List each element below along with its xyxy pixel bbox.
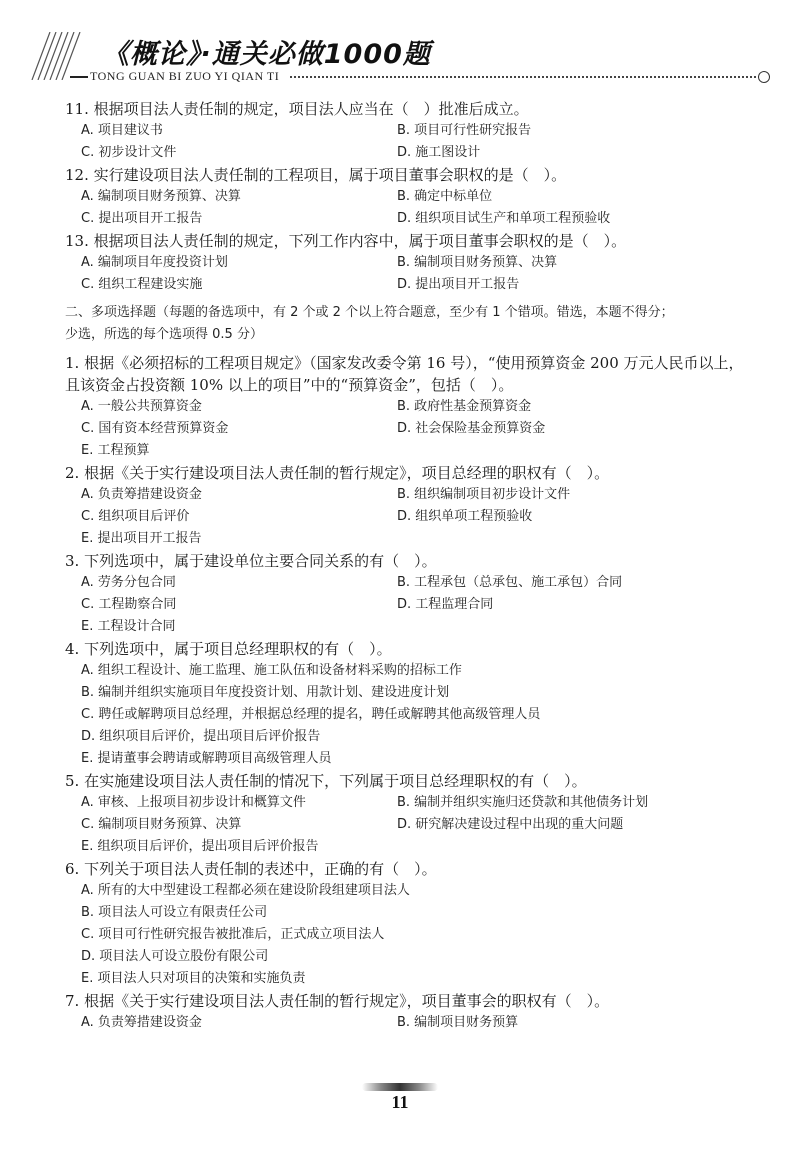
option-b: B. 确定中标单位 (397, 189, 493, 204)
option-e: E. 组织项目后评价，提出项目后评价报告 (81, 839, 319, 854)
mc-question-2 (65, 462, 765, 550)
question-stem: 4. 下列选项中，属于项目总经理职权的有（ ）。 (65, 640, 392, 658)
mc-question-7 (65, 990, 765, 1034)
mc-question-4 (65, 638, 765, 770)
option-a: A. 负责筹措建设资金 (81, 487, 202, 502)
option-a: A. 编制项目年度投资计划 (81, 255, 228, 270)
question-stem: 12. 实行建设项目法人责任制的工程项目，属于项目董事会职权的是（ ）。 (65, 166, 567, 184)
question-stem-cont: 且该资金占投资额 10% 以上的项目”中的“预算资金”，包括（ ）。 (65, 376, 514, 394)
option-b: B. 编制项目财务预算 (397, 1015, 519, 1030)
option-b: B. 工程承包（总承包、施工承包）合同 (397, 575, 623, 590)
page-number: 11 (391, 1092, 409, 1112)
header-divider (70, 76, 88, 78)
option-d: D. 组织项目后评价，提出项目后评价报告 (81, 729, 321, 744)
option-e: E. 提出项目开工报告 (81, 531, 202, 546)
question-12 (65, 164, 765, 230)
option-a: A. 审核、上报项目初步设计和概算文件 (81, 795, 306, 810)
question-stem: 3. 下列选项中，属于建设单位主要合同关系的有（ ）。 (65, 552, 437, 570)
option-a: A. 负责筹措建设资金 (81, 1015, 202, 1030)
question-content (65, 98, 765, 1034)
option-c: C. 组织项目后评价 (81, 509, 190, 524)
option-a: A. 编制项目财务预算、决算 (81, 189, 241, 204)
option-a: A. 项目建议书 (81, 123, 163, 138)
question-stem: 5. 在实施建设项目法人责任制的情况下，下列属于项目总经理职权的有（ ）。 (65, 772, 587, 790)
option-b: B. 项目可行性研究报告 (397, 123, 532, 138)
option-d: D. 组织单项工程预验收 (397, 509, 533, 524)
header-dotted-rule (290, 76, 760, 78)
option-b: B. 编制并组织实施归还贷款和其他债务计划 (397, 795, 649, 810)
option-d: D. 提出项目开工报告 (397, 277, 520, 292)
page-header (30, 28, 790, 88)
option-b: B. 政府性基金预算资金 (397, 399, 532, 414)
option-c: C. 初步设计文件 (81, 145, 177, 160)
header-circle-icon (758, 71, 770, 83)
question-stem: 2. 根据《关于实行建设项目法人责任制的暂行规定》，项目总经理的职权有（ ）。 (65, 464, 610, 482)
option-b: B. 项目法人可设立有限责任公司 (81, 905, 268, 920)
option-a: A. 劳务分包合同 (81, 575, 176, 590)
question-stem: 11. 根据项目法人责任制的规定，项目法人应当在（ ）批准后成立。 (65, 100, 529, 118)
option-e: E. 工程设计合同 (81, 619, 176, 634)
mc-question-6 (65, 858, 765, 990)
option-c: C. 项目可行性研究报告被批准后，正式成立项目法人 (81, 927, 385, 942)
section-line-1: 二、多项选择题（每题的备选项中，有 2 个或 2 个以上符合题意，至少有 1 个错项。错选，本题不得分； (65, 305, 674, 320)
option-c: C. 提出项目开工报告 (81, 211, 203, 226)
section-line-2: 少选，所选的每个选项得 0.5 分） (65, 327, 263, 342)
option-d: D. 社会保险基金预算资金 (397, 421, 546, 436)
option-c: C. 工程勘察合同 (81, 597, 177, 612)
question-13 (65, 230, 765, 296)
option-d: D. 研究解决建设过程中出现的重大问题 (397, 817, 624, 832)
option-c: C. 编制项目财务预算、决算 (81, 817, 242, 832)
option-c: C. 组织工程建设实施 (81, 277, 203, 292)
header-title: 《概论》·通关必做1000题 (102, 39, 431, 70)
option-d: D. 项目法人可设立股份有限公司 (81, 949, 269, 964)
page-footer (0, 1080, 800, 1120)
question-stem: 13. 根据项目法人责任制的规定，下列工作内容中，属于项目董事会职权的是（ ）。 (65, 232, 627, 250)
question-stem: 1. 根据《必须招标的工程项目规定》（国家发改委令第 16 号），“使用预算资金 200 万元人民币以上， (65, 354, 744, 372)
question-11 (65, 98, 765, 164)
header-subtitle: TONG GUAN BI ZUO YI QIAN TI (90, 69, 280, 83)
section-heading (65, 302, 765, 346)
option-d: D. 施工图设计 (397, 145, 481, 160)
option-a: A. 一般公共预算资金 (81, 399, 202, 414)
mc-question-3 (65, 550, 765, 638)
option-a: A. 组织工程设计、施工监理、施工队伍和设备材料采购的招标工作 (81, 663, 462, 678)
option-e: E. 项目法人只对项目的决策和实施负责 (81, 971, 306, 986)
question-stem: 6. 下列关于项目法人责任制的表述中，正确的有（ ）。 (65, 860, 437, 878)
option-c: C. 聘任或解聘项目总经理，并根据总经理的提名，聘任或解聘其他高级管理人员 (81, 707, 541, 722)
mc-question-1 (65, 352, 765, 462)
option-e: E. 提请董事会聘请或解聘项目高级管理人员 (81, 751, 332, 766)
option-d: D. 工程监理合同 (397, 597, 494, 612)
option-d: D. 组织项目试生产和单项工程预验收 (397, 211, 611, 226)
option-a: A. 所有的大中型建设工程都必须在建设阶段组建项目法人 (81, 883, 410, 898)
option-c: C. 国有资本经营预算资金 (81, 421, 229, 436)
option-b: B. 编制并组织实施项目年度投资计划、用款计划、建设进度计划 (81, 685, 450, 700)
question-stem: 7. 根据《关于实行建设项目法人责任制的暂行规定》，项目董事会的职权有（ ）。 (65, 992, 610, 1010)
mc-question-5 (65, 770, 765, 858)
option-b: B. 编制项目财务预算、决算 (397, 255, 558, 270)
footer-ornament-icon (362, 1083, 438, 1091)
option-b: B. 组织编制项目初步设计文件 (397, 487, 571, 502)
option-e: E. 工程预算 (81, 443, 150, 458)
hatch-ornament-icon (30, 32, 85, 80)
